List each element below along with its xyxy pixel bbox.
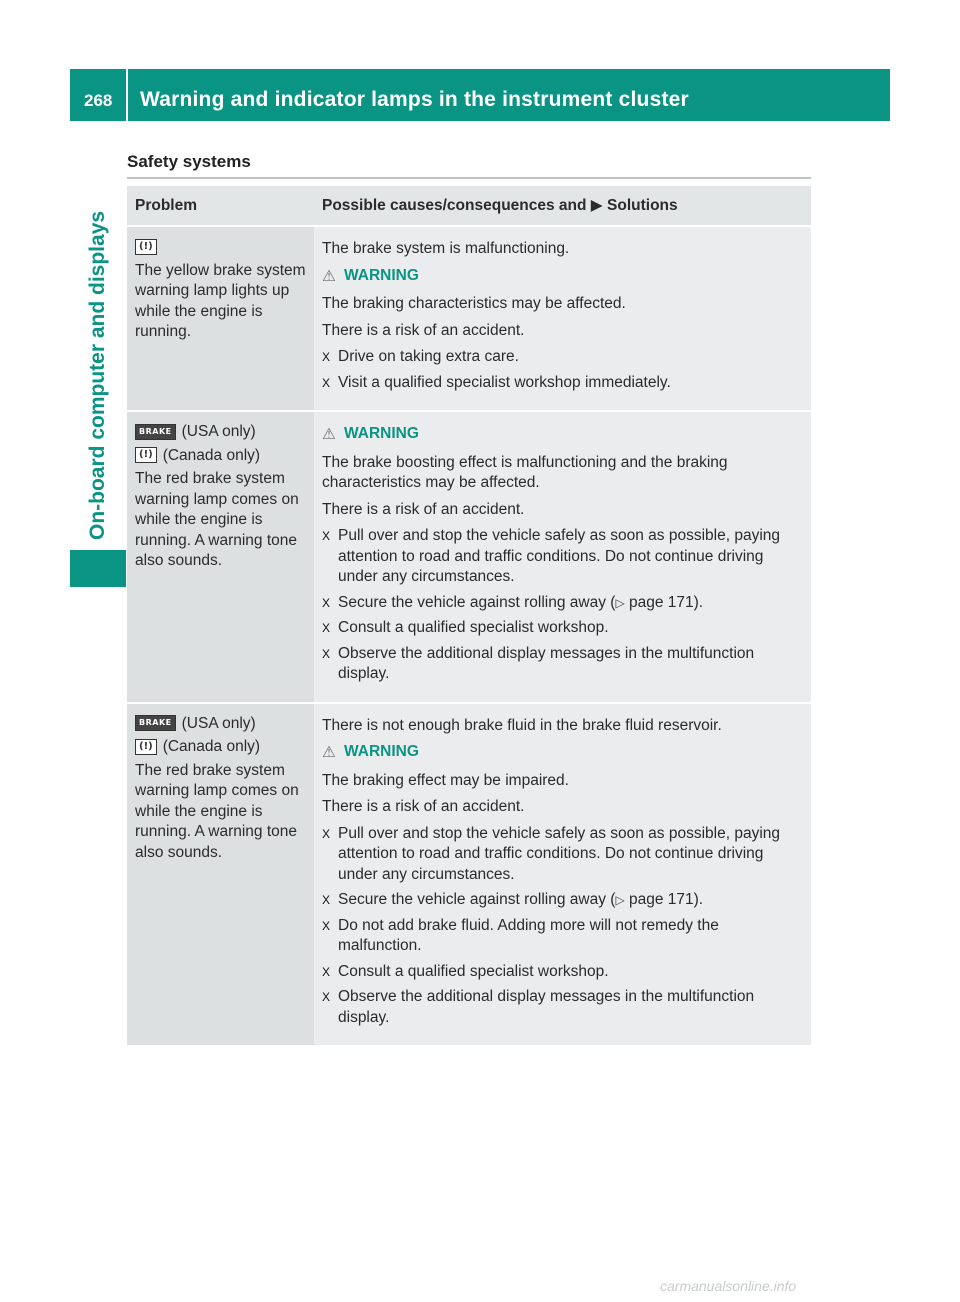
step-text-ref-before: Secure the vehicle against rolling away ( [338, 593, 616, 611]
column-header-solutions-suffix: Solutions [607, 197, 678, 214]
brake-warning-lamp-icon: (!) [135, 739, 157, 755]
warning-text: The braking effect may be impaired. [322, 771, 569, 789]
step-arrow-icon: X [322, 826, 331, 841]
step-text: Consult a qualified specialist workshop. [338, 962, 609, 980]
solution-cell [314, 704, 811, 1048]
action-step [322, 526, 803, 588]
step-text-ref-before: Secure the vehicle against rolling away ( [338, 891, 616, 908]
warning-label: WARNING [344, 743, 419, 760]
lamp-line [135, 422, 308, 443]
lamp-region-text: (Canada only) [162, 738, 261, 755]
lamp-region-text: (USA only) [181, 714, 256, 732]
problem-text: The yellow brake system warning lamp lights up while the engine is running. [135, 261, 306, 340]
lamp-region-text: (USA only) [181, 423, 256, 440]
page-title: Warning and indicator lamps in the instrument cluster [140, 88, 689, 111]
step-text: Consult a qualified specialist workshop. [338, 619, 609, 636]
step-arrow-icon: X [322, 621, 331, 635]
problem-cell [127, 704, 314, 1048]
header-divider [126, 69, 128, 121]
table-row [127, 704, 811, 1048]
action-step [322, 347, 803, 368]
cause-text: There is not enough brake fluid in the brake fluid reservoir. [322, 716, 722, 734]
action-step [322, 644, 803, 685]
table-row [127, 227, 811, 412]
action-step [322, 824, 803, 886]
step-arrow-icon: X [322, 595, 331, 610]
warning-text: There is a risk of an accident. [322, 321, 525, 339]
brake-warning-lamp-icon: (!) [135, 447, 157, 463]
side-tab-marker [70, 550, 126, 587]
play-arrow-icon: ▶ [590, 197, 603, 214]
table-row [127, 412, 811, 704]
lamp-line [135, 446, 308, 467]
action-step [322, 890, 803, 911]
table-header-row [127, 186, 811, 227]
page-header [70, 69, 890, 121]
warning-triangle-icon: ⚠ [322, 744, 336, 761]
warning-triangle-icon: ⚠ [322, 267, 336, 285]
step-arrow-icon: X [322, 350, 331, 364]
lamp-line [135, 714, 308, 735]
side-tab-label: On-board computer and displays [86, 210, 109, 540]
section-title: Safety systems [127, 152, 251, 171]
step-text: Pull over and stop the vehicle safely as soon as possible, paying attention to road and traffic conditions. Do not continue driving under any circumstances. [338, 527, 781, 585]
warning-text: There is a risk of an accident. [322, 500, 525, 518]
problem-cell [127, 412, 314, 704]
page-number: 268 [84, 91, 113, 110]
problem-text: The red brake system warning lamp comes on while the engine is running. A warning tone also sounds. [135, 761, 299, 861]
step-text: Observe the additional display messages in the multifunction display. [338, 988, 755, 1026]
problem-cell [127, 227, 314, 412]
lamp-line [135, 737, 308, 758]
step-arrow-icon: X [322, 964, 331, 979]
warning-text: The braking characteristics may be affected. [322, 295, 626, 312]
step-arrow-icon: X [322, 375, 331, 390]
brake-lamp-icon: BRAKE [135, 715, 176, 731]
safety-systems-table [127, 186, 811, 1047]
problem-text: The red brake system warning lamp comes on while the engine is running. A warning tone also sounds. [135, 470, 299, 569]
warning-label: WARNING [344, 266, 419, 284]
solution-cell [314, 227, 811, 412]
warning-heading [322, 424, 803, 445]
warning-heading [322, 742, 803, 763]
lamp-region-text: (Canada only) [162, 446, 261, 464]
warning-label: WARNING [344, 425, 419, 442]
column-header-solutions-prefix: Possible causes/consequences and [322, 197, 587, 214]
page-reference-link[interactable]: page 171). [628, 593, 704, 611]
step-arrow-icon: X [322, 893, 331, 907]
brake-warning-lamp-icon: (!) [135, 239, 157, 255]
warning-text: There is a risk of an accident. [322, 798, 525, 815]
page-reference-icon: ▷ [615, 893, 625, 907]
action-step [322, 962, 803, 983]
page-reference-icon: ▷ [615, 595, 625, 610]
cause-text: The brake system is malfunctioning. [322, 240, 570, 257]
lamp-line [135, 237, 308, 258]
step-text: Visit a qualified specialist workshop immediately. [338, 373, 671, 391]
column-header-solutions [314, 186, 811, 227]
action-step [322, 916, 803, 957]
action-step [322, 618, 803, 639]
page-reference-link[interactable]: page 171). [628, 891, 704, 908]
solution-cell [314, 412, 811, 704]
watermark: carmanualsonline.info [660, 1278, 797, 1294]
step-text: Drive on taking extra care. [338, 348, 519, 365]
brake-lamp-icon: BRAKE [135, 424, 176, 440]
action-step [322, 987, 803, 1028]
step-text: Observe the additional display messages in the multifunction display. [338, 644, 755, 682]
action-step [322, 593, 803, 614]
step-text: Pull over and stop the vehicle safely as soon as possible, paying attention to road and traffic conditions. Do not continue driving under any circumstances. [338, 824, 781, 883]
step-arrow-icon: X [322, 990, 331, 1004]
warning-text: The brake boosting effect is malfunctioning and the braking characteristics may be affected. [322, 453, 728, 491]
section-divider [127, 177, 811, 179]
step-text: Do not add brake fluid. Adding more will not remedy the malfunction. [338, 916, 719, 954]
step-arrow-icon: X [322, 646, 331, 661]
step-arrow-icon: X [322, 918, 331, 933]
warning-heading [322, 266, 803, 287]
warning-triangle-icon: ⚠ [322, 426, 336, 443]
step-arrow-icon: X [322, 529, 331, 543]
column-header-problem: Problem [127, 186, 314, 227]
action-step [322, 373, 803, 394]
